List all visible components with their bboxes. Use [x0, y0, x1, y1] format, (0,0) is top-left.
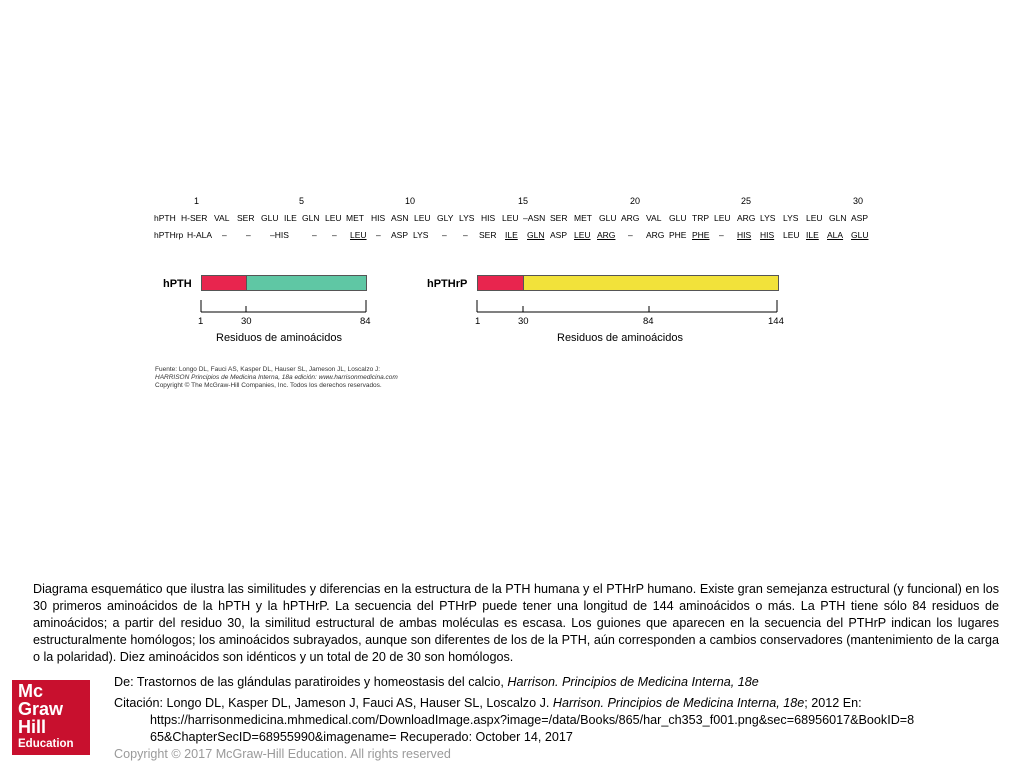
- residue: –ASN: [523, 213, 546, 223]
- residue: VAL: [214, 213, 230, 223]
- residue: ARG: [737, 213, 756, 223]
- citation-prefix: Citación: Longo DL, Kasper DL, Jameson J, Fauci AS, Hauser SL, Loscalzo J.: [114, 696, 553, 710]
- row-label: hPTH: [154, 213, 176, 223]
- seq-number: 5: [299, 196, 305, 206]
- logo-line: Mc: [18, 681, 44, 701]
- source-book: Harrison. Principios de Medicina Interna, 18e: [507, 675, 759, 689]
- residue: –: [222, 230, 227, 240]
- residue: LEU: [325, 213, 342, 223]
- hpth-axis: [195, 298, 375, 318]
- residue: –: [376, 230, 381, 240]
- citation-book: Harrison. Principios de Medicina Interna, 18e: [552, 696, 805, 710]
- hpthrp-axis: [471, 298, 786, 318]
- credit-line: HARRISON Principios de Medicina Interna, 18a edición: www.harrisonmedicina.com: [155, 374, 398, 381]
- citation-suffix: ; 2012 En:: [804, 696, 862, 710]
- residue: GLN: [302, 213, 320, 223]
- hpth-axis-label: Residuos de aminoácidos: [216, 332, 342, 344]
- residue: PHE: [692, 230, 710, 240]
- source-line: [114, 674, 759, 691]
- residue: –: [332, 230, 337, 240]
- source-prefix: De: Trastornos de las glándulas paratiroides y homeostasis del calcio,: [114, 675, 508, 689]
- citation-url-continued: 65&ChapterSecID=68955990&imagename= Recuperado: October 14, 2017: [150, 730, 573, 744]
- tick-label: 30: [518, 316, 529, 327]
- residue: LYS: [760, 213, 776, 223]
- hpthrp-region-1-30: [477, 275, 524, 291]
- figure-caption: Diagrama esquemático que ilustra las similitudes y diferencias en la estructura de la PTH humana y el PTHrP humano. Existe gran semejanza estructural (y funcional) en los 30 primeros aminoácidos de la hPTH y la hPTHrP. La secuencia del PTHrP puede tener una longitud de 144 aminoácidos o más. La PTH tiene sólo 84 residuos de aminoácidos; a partir del residuo 30, la similitud estructural de ambas moléculas es escasa. Los guiones que aparecen en la secuencia del PTHrP indican los lugares estructuralmente homólogos; los aminoácidos subrayados, aunque son diferentes de los de la PTH, aún corresponden a cambios conservadores (mantenimiento de la carga o la polaridad). Diez aminoácidos son idénticos y un total de 20 de 30 son homólogos.: [33, 582, 999, 664]
- seq-number: 15: [518, 196, 529, 206]
- residue: ILE: [505, 230, 518, 240]
- residue: GLU: [851, 230, 869, 240]
- residue: ASP: [851, 213, 869, 223]
- residue: GLN: [527, 230, 545, 240]
- residue: –HIS: [270, 230, 289, 240]
- seq-number: 30: [853, 196, 864, 206]
- residue: ILE: [284, 213, 297, 223]
- residue: ASP: [550, 230, 568, 240]
- residue: ARG: [621, 213, 640, 223]
- hpthrp-axis-label: Residuos de aminoácidos: [557, 332, 683, 344]
- residue: SER: [237, 213, 255, 223]
- residue: GLU: [669, 213, 687, 223]
- residue: HIS: [481, 213, 496, 223]
- residue: LEU: [783, 230, 800, 240]
- residue: MET: [346, 213, 364, 223]
- tick-label: 144: [768, 316, 784, 327]
- residue: HIS: [737, 230, 752, 240]
- residue: LYS: [413, 230, 429, 240]
- residue: –: [442, 230, 447, 240]
- residue: LEU: [414, 213, 431, 223]
- residue: SER: [479, 230, 497, 240]
- residue: ASP: [391, 230, 409, 240]
- residue: HIS: [371, 213, 386, 223]
- residue: H-SER: [181, 213, 208, 223]
- residue: GLU: [599, 213, 617, 223]
- residue: MET: [574, 213, 592, 223]
- figure-credit: [155, 366, 398, 390]
- residue: ALA: [827, 230, 844, 240]
- residue: ARG: [597, 230, 616, 240]
- logo-line: Education: [18, 738, 74, 750]
- residue: GLU: [261, 213, 279, 223]
- residue: LYS: [459, 213, 475, 223]
- seq-number: 20: [630, 196, 641, 206]
- residue: –: [312, 230, 317, 240]
- credit-line: Fuente: Longo DL, Fauci AS, Kasper DL, Hauser SL, Jameson JL, Loscalzo J:: [155, 366, 381, 373]
- residue: –: [719, 230, 724, 240]
- residue: LEU: [714, 213, 731, 223]
- hpthrp-region-30-144: [523, 275, 779, 291]
- residue: LEU: [574, 230, 591, 240]
- seq-number: 1: [194, 196, 200, 206]
- tick-label: 84: [360, 316, 371, 327]
- hpth-bar-label: hPTH: [163, 278, 192, 290]
- tick-label: 1: [475, 316, 481, 327]
- residue: –: [463, 230, 468, 240]
- residue: LEU: [806, 213, 823, 223]
- residue: LEU: [502, 213, 519, 223]
- tick-label: 30: [241, 316, 252, 327]
- residue: ILE: [806, 230, 819, 240]
- row-label: hPTHrp: [154, 230, 184, 240]
- seq-number: 25: [741, 196, 752, 206]
- residue: LYS: [783, 213, 799, 223]
- logo-line: Graw: [18, 699, 64, 719]
- residue: HIS: [760, 230, 775, 240]
- tick-label: 1: [198, 316, 204, 327]
- residue: SER: [550, 213, 568, 223]
- copyright-notice: Copyright © 2017 McGraw-Hill Education. All rights reserved: [114, 747, 451, 761]
- hpth-region-30-84: [246, 275, 367, 291]
- credit-line: Copyright © The McGraw-Hill Companies, Inc. Todos los derechos reservados.: [155, 382, 382, 389]
- residue: ASN: [391, 213, 409, 223]
- residue: TRP: [692, 213, 709, 223]
- citation-url[interactable]: https://harrisonmedicina.mhmedical.com/DownloadImage.aspx?image=/data/Books/865/har_ch353_f001.png&sec=68956017&BookID=8: [150, 713, 915, 727]
- hpth-region-1-30: [201, 275, 247, 291]
- residue: GLN: [829, 213, 847, 223]
- residue: LEU: [350, 230, 367, 240]
- mcgraw-hill-education-logo: [12, 680, 90, 755]
- residue: –: [628, 230, 633, 240]
- tick-label: 84: [643, 316, 654, 327]
- residue: ARG: [646, 230, 665, 240]
- logo-line: Hill: [18, 717, 47, 737]
- residue: PHE: [669, 230, 687, 240]
- hpthrp-bar-label: hPTHrP: [427, 278, 468, 290]
- residue: H-ALA: [187, 230, 213, 240]
- residue: VAL: [646, 213, 662, 223]
- residue: –: [246, 230, 251, 240]
- residue: GLY: [437, 213, 454, 223]
- seq-number: 10: [405, 196, 416, 206]
- citation-line: [114, 695, 862, 712]
